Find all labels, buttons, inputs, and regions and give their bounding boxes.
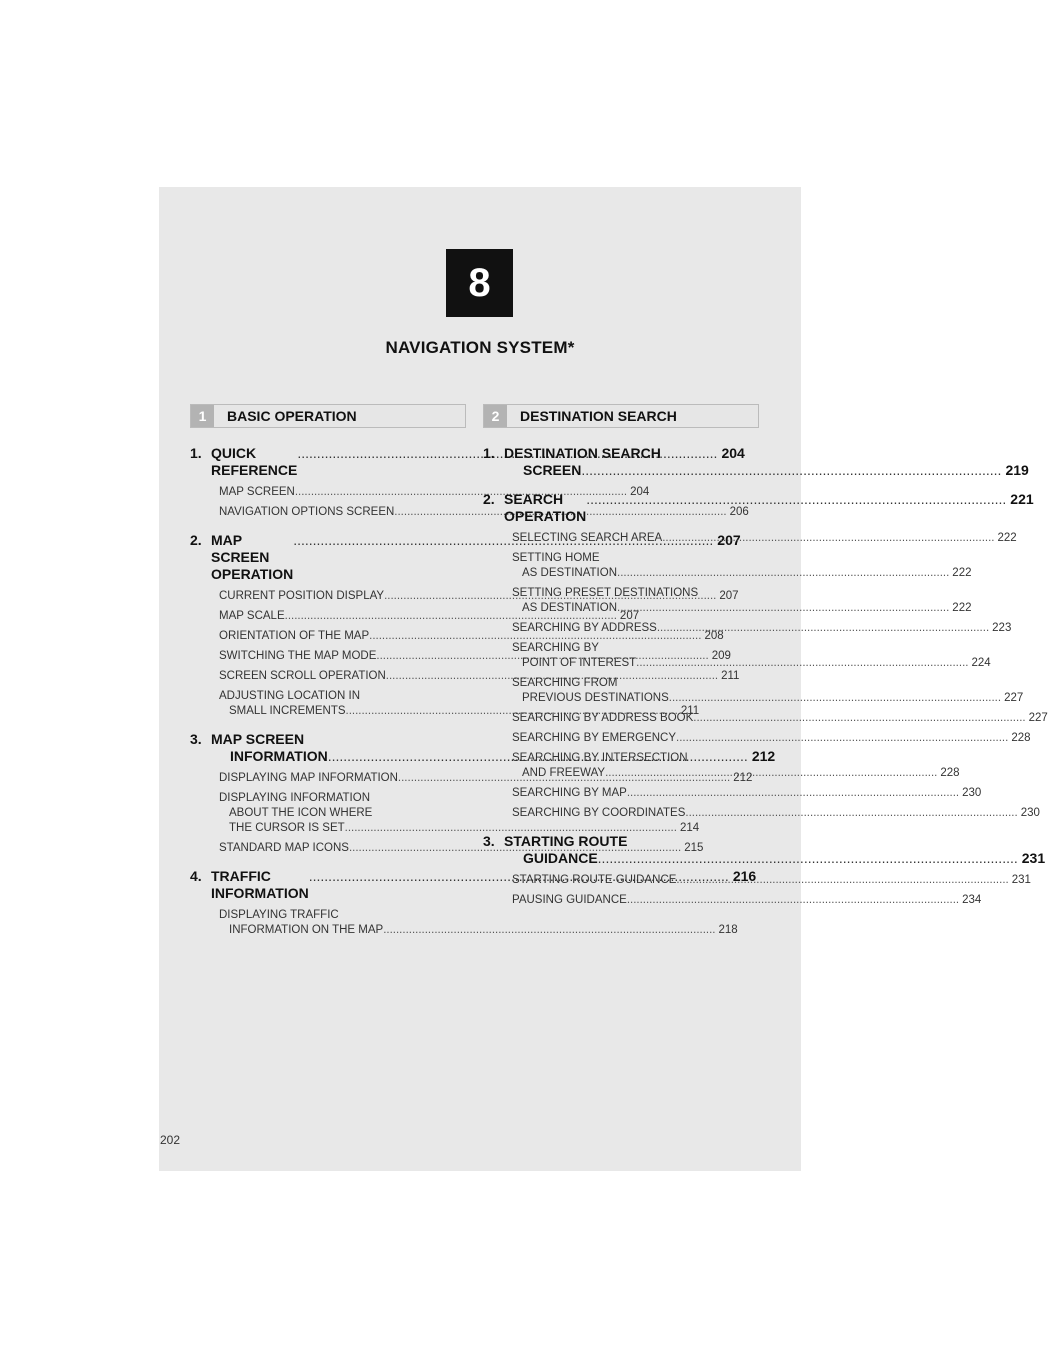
dot-leader: [586, 491, 1006, 508]
toc-subitem-text: DISPLAYING TRAFFIC: [219, 909, 339, 921]
toc-subitem-link[interactable]: [512, 676, 1024, 706]
toc-heading-page: 231: [1021, 850, 1046, 866]
toc-subitem-link[interactable]: [219, 505, 749, 520]
dot-leader: [598, 850, 1018, 867]
toc-subitem-line: [219, 806, 466, 821]
toc-subitem-text: SELECTING SEARCH AREA: [512, 532, 663, 544]
dot-leader: [627, 893, 959, 908]
toc-heading-text: TRAFFIC INFORMATION: [211, 868, 309, 901]
toc-subitems: [483, 873, 1031, 908]
toc-subitem-text: THE CURSOR IS SET: [229, 822, 345, 834]
dot-leader: [617, 601, 949, 616]
toc-subitem-line: [512, 893, 982, 908]
toc-heading-line: [504, 462, 1029, 479]
toc-subitem-page: 231: [1011, 874, 1031, 886]
toc-subitem-line: [512, 751, 759, 766]
dot-leader: [627, 786, 959, 801]
toc-heading-page: 204: [721, 445, 745, 461]
toc-heading-line: [504, 833, 1045, 850]
dot-leader: [676, 873, 1008, 888]
toc-subitem-line: [512, 566, 972, 581]
toc-subitem-line: [512, 691, 1024, 706]
toc-subitem-text: PAUSING GUIDANCE: [512, 894, 627, 906]
toc-subitem-link[interactable]: [512, 731, 1031, 746]
toc-subitem-text: NAVIGATION OPTIONS SCREEN: [219, 506, 395, 518]
toc-subitem-text: AS DESTINATION: [522, 567, 617, 579]
toc-subitem-link[interactable]: [512, 586, 972, 616]
toc-subitem-text: PREVIOUS DESTINATIONS: [522, 692, 669, 704]
toc-subitem-page: 222: [997, 532, 1017, 544]
toc-subitem-line: [219, 923, 738, 938]
toc-heading-text: QUICK REFERENCE: [211, 445, 298, 478]
toc-subitem-line: [512, 806, 1040, 821]
toc-subitem-page: 208: [704, 630, 724, 642]
toc-subitem-line: [512, 586, 759, 601]
toc-subitem-text: AND FREEWAY: [522, 767, 606, 779]
dot-leader: [676, 731, 1008, 746]
toc-subitem-page: 227: [1028, 712, 1048, 724]
toc-subitem-text: MAP SCREEN: [219, 486, 295, 498]
toc-subitem-link[interactable]: [219, 908, 738, 938]
toc-subitem-text: SEARCHING BY: [512, 642, 599, 654]
toc-subitem-line: [512, 676, 759, 691]
dot-leader: [662, 531, 994, 546]
toc-subitem-page: 228: [940, 767, 960, 779]
toc-subitem-page: 228: [1011, 732, 1031, 744]
toc-subitem-text: AS DESTINATION: [522, 602, 617, 614]
toc-heading-body: [504, 491, 1034, 525]
toc-subitem-line: [219, 689, 466, 704]
toc-subitem-line: [219, 791, 466, 806]
page-number: 202: [160, 1133, 181, 1147]
toc-subitem-page: 224: [971, 657, 991, 669]
section-number: 2: [484, 405, 507, 427]
toc-entry: [483, 445, 1029, 479]
toc-subitem-page: 230: [1020, 807, 1040, 819]
toc-subitem-link[interactable]: [512, 531, 1017, 546]
toc-subitem-link[interactable]: [219, 609, 640, 624]
toc-subitem-line: [512, 641, 759, 656]
toc-subitem-text: SEARCHING FROM: [512, 677, 618, 689]
toc-heading-text: DESTINATION SEARCH: [504, 445, 661, 461]
toc-subitem-page: 212: [733, 772, 753, 784]
toc-heading-text: MAP SCREEN: [211, 731, 305, 747]
toc-subitem-page: 206: [729, 506, 749, 518]
toc-subitem-text: SEARCHING BY MAP: [512, 787, 627, 799]
toc-subitem-page: 222: [952, 602, 972, 614]
section-title: DESTINATION SEARCH: [520, 408, 677, 424]
toc-subitem-line: [219, 821, 700, 836]
dot-leader: [636, 656, 968, 671]
toc-subitem-text: ORIENTATION OF THE MAP: [219, 630, 370, 642]
toc-subitem-line: [512, 873, 1031, 888]
chapter-number-box: [446, 249, 513, 317]
section-number: 1: [191, 405, 214, 427]
toc-subitem-line: [512, 531, 1017, 546]
toc-heading-link[interactable]: [483, 445, 1029, 479]
toc-subitem-text: INFORMATION ON THE MAP: [229, 924, 384, 936]
toc-subitem-line: [512, 656, 991, 671]
dot-leader: [669, 691, 1001, 706]
toc-heading-page: 221: [1010, 491, 1034, 507]
toc-subitem-line: [512, 621, 1012, 636]
toc-heading-text: MAP SCREEN OPERATION: [211, 532, 294, 582]
toc-subitem-link[interactable]: [512, 641, 991, 671]
toc-heading-page: 216: [732, 868, 757, 884]
toc-subitem-line: [219, 485, 650, 500]
toc-heading-number: 2.: [190, 532, 202, 548]
toc-subitem-text: CURRENT POSITION DISPLAY: [219, 590, 385, 602]
dot-leader: [693, 711, 1025, 726]
chapter-title: NAVIGATION SYSTEM*: [385, 338, 575, 357]
toc-heading-text: GUIDANCE: [523, 850, 598, 866]
toc-subitem-text: ADJUSTING LOCATION IN: [219, 690, 360, 702]
section-title: BASIC OPERATION: [227, 408, 357, 424]
toc-subitem-page: 204: [630, 486, 650, 498]
toc-heading-page: 212: [751, 748, 776, 764]
toc-heading-link[interactable]: [483, 833, 1046, 867]
toc-heading-line: [504, 445, 1029, 462]
toc-heading-number: 3.: [190, 731, 202, 747]
dot-leader: [383, 923, 715, 938]
toc-subitem-text: SWITCHING THE MAP MODE: [219, 650, 377, 662]
toc-heading-text: SCREEN: [523, 462, 582, 478]
toc-subitem-page: 209: [711, 650, 731, 662]
toc-subitem-link[interactable]: [512, 711, 1048, 726]
toc-heading-number: 1.: [190, 445, 202, 461]
toc-heading-text: SEARCH OPERATION: [504, 491, 587, 524]
toc-subitem-page: 222: [952, 567, 972, 579]
toc-subitem-line: [512, 551, 759, 566]
toc-subitem-text: POINT OF INTEREST: [522, 657, 637, 669]
section-header: [483, 404, 759, 428]
toc-subitem-text: SEARCHING BY ADDRESS: [512, 622, 657, 634]
toc-heading-line: [504, 850, 1045, 867]
toc-heading-number: 3.: [483, 833, 495, 849]
toc-subitem-text: SMALL INCREMENTS: [229, 705, 346, 717]
toc-heading-link[interactable]: [483, 491, 1034, 525]
toc-subitem-text: SEARCHING BY COORDINATES: [512, 807, 686, 819]
toc-subitem-link[interactable]: [219, 485, 650, 500]
toc-heading-text: INFORMATION: [230, 748, 328, 764]
toc-subitem-page: 211: [680, 705, 700, 717]
toc-subitem-text: MAP SCALE: [219, 610, 285, 622]
toc-heading-text: STARTING ROUTE: [504, 833, 628, 849]
toc-subitem-line: [512, 766, 960, 781]
toc-subitem-link[interactable]: [512, 806, 1040, 821]
toc-heading-number: 1.: [483, 445, 495, 461]
toc-heading-page: 207: [717, 532, 741, 548]
toc-heading-number: 4.: [190, 868, 202, 884]
dot-leader: [605, 766, 937, 781]
toc-subitems: [190, 908, 738, 938]
toc-subitem-page: 227: [1004, 692, 1024, 704]
toc-subitem-line: [219, 908, 466, 923]
toc-subitem-page: 234: [962, 894, 982, 906]
toc-subitem-text: STARTING ROUTE GUIDANCE: [512, 874, 677, 886]
toc-subitem-link[interactable]: [512, 621, 1012, 636]
toc-subitem-page: 207: [619, 610, 640, 622]
toc-subitem-page: 215: [684, 842, 704, 854]
toc-subitem-text: SETTING PRESET DESTINATIONS: [512, 587, 699, 599]
toc-subitem-page: 218: [718, 924, 738, 936]
dot-leader: [617, 566, 949, 581]
section-header: [190, 404, 466, 428]
toc-subitem-link[interactable]: [512, 873, 1031, 888]
toc-subitem-line: [219, 609, 640, 624]
toc-entry: [483, 833, 1046, 908]
toc-subitem-page: 211: [721, 670, 740, 682]
toc-heading-page: 219: [1005, 462, 1029, 478]
toc-subitem-text: SEARCHING BY INTERSECTION: [512, 752, 688, 764]
toc-subitem-page: 223: [992, 622, 1012, 634]
toc-heading-body: [504, 833, 1045, 867]
toc-subitem-text: STANDARD MAP ICONS: [219, 842, 349, 854]
toc-subitem-page: 230: [962, 787, 982, 799]
toc-heading-number: 2.: [483, 491, 495, 507]
toc-subitem-text: DISPLAYING MAP INFORMATION: [219, 772, 398, 784]
toc-subitem-text: SEARCHING BY EMERGENCY: [512, 732, 677, 744]
toc-subitem-line: [512, 711, 1048, 726]
toc-subitem-link[interactable]: [219, 629, 724, 644]
toc-subitem-page: 214: [679, 822, 700, 834]
dot-leader: [685, 806, 1017, 821]
dot-leader: [657, 621, 989, 636]
toc-subitem-link[interactable]: [512, 893, 982, 908]
chapter-number: 8: [468, 260, 491, 305]
toc-subitem-page: 207: [719, 590, 739, 602]
toc-subitem-text: SEARCHING BY ADDRESS BOOK: [512, 712, 694, 724]
toc-subitem-line: [512, 601, 972, 616]
toc-subitem-line: [512, 731, 1031, 746]
toc-subitem-text: ABOUT THE ICON WHERE: [229, 807, 373, 819]
toc-subitem-link[interactable]: [512, 786, 982, 801]
toc-subitem-line: [219, 629, 724, 644]
toc-subitem-text: DISPLAYING INFORMATION: [219, 792, 371, 804]
toc-subitem-line: [219, 505, 749, 520]
toc-subitem-text: SETTING HOME: [512, 552, 600, 564]
toc-subitem-text: SCREEN SCROLL OPERATION: [219, 670, 386, 682]
toc-heading-line: [504, 491, 1034, 525]
dot-leader: [581, 462, 1001, 479]
toc-subitem-line: [512, 786, 982, 801]
toc-heading-body: [504, 445, 1029, 479]
toc-subitem-link[interactable]: [512, 551, 972, 581]
